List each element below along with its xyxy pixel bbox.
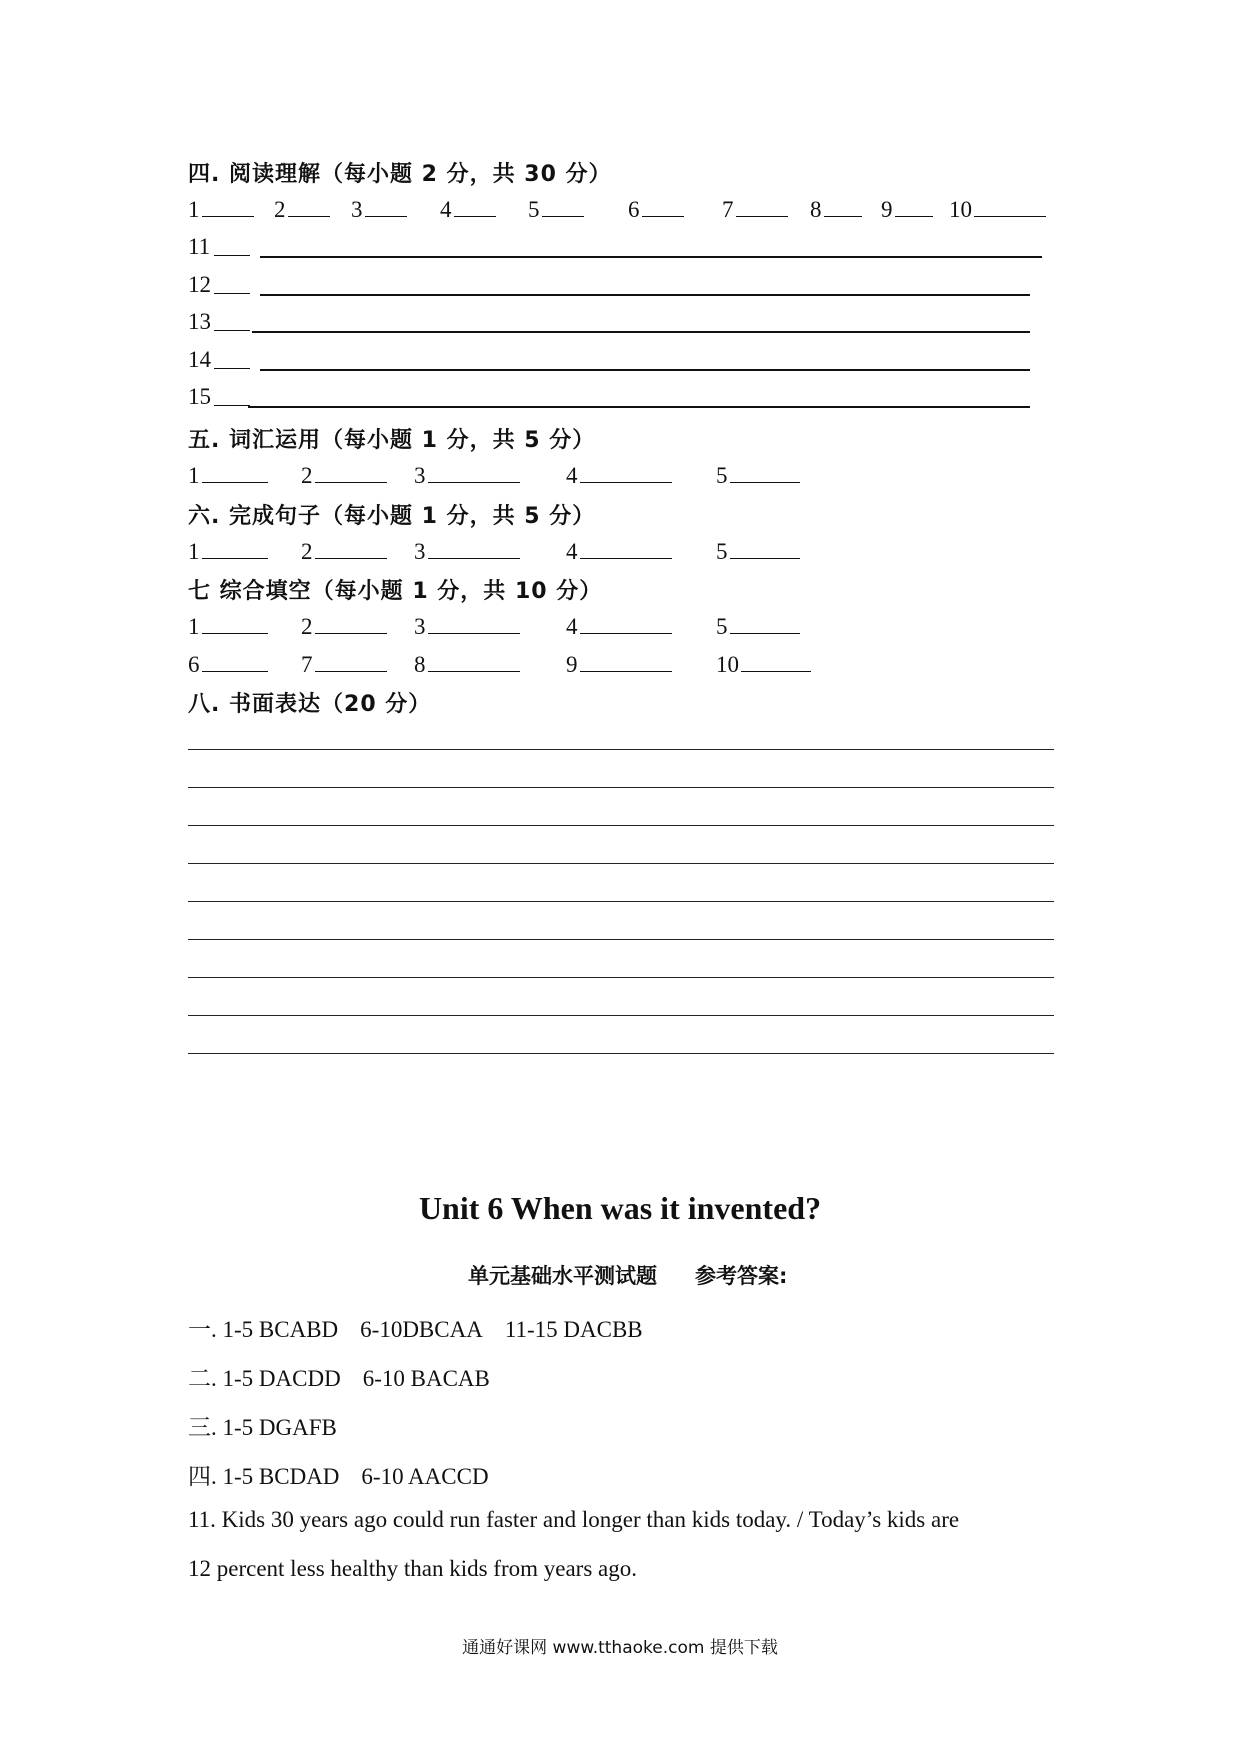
answer-line-row — [188, 347, 1048, 375]
item-number: 12 — [188, 272, 211, 297]
item-number: 15 — [188, 384, 211, 409]
item-number: 3 — [414, 463, 426, 488]
item-number: 8 — [810, 197, 822, 222]
answer-blank[interactable] — [214, 405, 250, 406]
item-number: 2 — [301, 463, 313, 488]
answer-blank[interactable] — [428, 613, 520, 634]
answer-part: 四. 1-5 BCDAD — [188, 1464, 340, 1489]
answer-blank[interactable] — [214, 293, 250, 294]
answer-blank[interactable] — [730, 538, 800, 559]
answer-part: 一. 1-5 BCABD — [188, 1317, 339, 1342]
answer-part: 12 percent less healthy than kids from years ago. — [188, 1556, 638, 1581]
answer-part: 二. 1-5 DACDD — [188, 1366, 341, 1391]
answer-blank[interactable] — [202, 196, 254, 217]
answer-line — [188, 1311, 643, 1344]
answer-line[interactable] — [260, 369, 1030, 371]
answer-blank[interactable] — [202, 538, 268, 559]
answer-part: 11. Kids 30 years ago could run faster and longer than kids today. / Today’s kids are — [188, 1507, 960, 1532]
answer-blank[interactable] — [288, 196, 330, 217]
answer-blank[interactable] — [315, 651, 387, 672]
answer-blank[interactable] — [315, 613, 387, 634]
item-number: 2 — [274, 197, 286, 222]
writing-line[interactable] — [188, 787, 1054, 788]
item-number: 8 — [414, 652, 426, 677]
answer-blank[interactable] — [542, 196, 584, 217]
answer-blank[interactable] — [580, 462, 672, 483]
answer-blank[interactable] — [730, 613, 800, 634]
writing-line[interactable] — [188, 1053, 1054, 1054]
answer-blank[interactable] — [642, 196, 684, 217]
answer-blank[interactable] — [214, 368, 250, 369]
answer-blank[interactable] — [454, 196, 496, 217]
answer-blank[interactable] — [202, 462, 268, 483]
item-number: 5 — [716, 463, 728, 488]
item-number: 3 — [414, 614, 426, 639]
item-number: 4 — [566, 463, 578, 488]
writing-line[interactable] — [188, 939, 1054, 940]
answer-line[interactable] — [260, 256, 1042, 258]
item-number: 4 — [440, 197, 452, 222]
answer-line — [188, 1458, 489, 1491]
test-name: 单元基础水平测试题 — [468, 1264, 657, 1288]
answer-blank[interactable] — [580, 651, 672, 672]
section-4-heading: 四. 阅读理解（每小题 2 分，共 30 分） — [188, 162, 612, 187]
answer-blank[interactable] — [580, 538, 672, 559]
item-number: 1 — [188, 197, 200, 222]
item-number: 5 — [716, 614, 728, 639]
item-number: 9 — [881, 197, 893, 222]
item-number: 5 — [528, 197, 540, 222]
item-number: 10 — [949, 197, 972, 222]
answer-blank[interactable] — [895, 196, 933, 217]
answer-blank[interactable] — [214, 330, 250, 331]
section-5-heading: 五. 词汇运用（每小题 1 分，共 5 分） — [188, 428, 596, 453]
answer-line-row — [188, 272, 1048, 300]
writing-line[interactable] — [188, 749, 1054, 750]
writing-line[interactable] — [188, 901, 1054, 902]
item-number: 1 — [188, 463, 200, 488]
answer-blank[interactable] — [315, 538, 387, 559]
answer-line — [188, 1409, 337, 1442]
writing-line[interactable] — [188, 977, 1054, 978]
answer-line[interactable] — [260, 294, 1030, 296]
answer-blank[interactable] — [315, 462, 387, 483]
item-number: 9 — [566, 652, 578, 677]
answer-blank[interactable] — [428, 462, 520, 483]
answer-line-row — [188, 384, 1048, 412]
answer-blank[interactable] — [730, 462, 800, 483]
item-number: 2 — [301, 539, 313, 564]
item-number: 3 — [351, 197, 363, 222]
item-number: 7 — [301, 652, 313, 677]
section-7-heading: 七 综合填空（每小题 1 分，共 10 分） — [188, 579, 603, 604]
answer-blank[interactable] — [741, 651, 811, 672]
writing-line[interactable] — [188, 1015, 1054, 1016]
answer-line[interactable] — [252, 331, 1030, 333]
item-number: 4 — [566, 539, 578, 564]
answer-key-subtitle — [468, 1260, 787, 1290]
item-number: 4 — [566, 614, 578, 639]
answer-blank[interactable] — [365, 196, 407, 217]
answer-blank[interactable] — [824, 196, 862, 217]
answer-part: 三. 1-5 DGAFB — [188, 1415, 337, 1440]
answer-line-row — [188, 234, 1048, 262]
answer-blank[interactable] — [428, 651, 520, 672]
item-number: 5 — [716, 539, 728, 564]
answer-blank[interactable] — [202, 613, 268, 634]
answer-line — [188, 1507, 959, 1533]
footer-source: 通通好课网 www.tthaoke.com 提供下载 — [462, 1638, 778, 1658]
writing-line[interactable] — [188, 825, 1054, 826]
section-8-heading: 八. 书面表达（20 分） — [188, 692, 432, 717]
reference-answers-label: 参考答案: — [695, 1264, 788, 1288]
answer-blank[interactable] — [974, 196, 1046, 217]
answer-blank[interactable] — [202, 651, 268, 672]
item-number: 2 — [301, 614, 313, 639]
answer-key-title: Unit 6 When was it invented? — [418, 1190, 822, 1226]
item-number: 1 — [188, 614, 200, 639]
answer-part: 11-15 DACBB — [504, 1317, 643, 1342]
item-number: 14 — [188, 347, 211, 372]
item-number: 13 — [188, 309, 211, 334]
item-number: 3 — [414, 539, 426, 564]
answer-blank[interactable] — [736, 196, 788, 217]
answer-line — [188, 1556, 637, 1582]
answer-line-row — [188, 309, 1048, 337]
item-number: 6 — [628, 197, 640, 222]
answer-line — [188, 1360, 490, 1393]
section-6-heading: 六. 完成句子（每小题 1 分，共 5 分） — [188, 504, 596, 529]
item-number: 11 — [188, 234, 211, 259]
item-number: 6 — [188, 652, 200, 677]
answer-line[interactable] — [248, 406, 1030, 408]
item-number: 1 — [188, 539, 200, 564]
answer-part: 6-10 BACAB — [362, 1366, 490, 1391]
answer-blank[interactable] — [214, 255, 250, 256]
writing-line[interactable] — [188, 863, 1054, 864]
item-number: 10 — [716, 652, 739, 677]
answer-part: 6-10 AACCD — [361, 1464, 489, 1489]
answer-blank[interactable] — [428, 538, 520, 559]
answer-part: 6-10DBCAA — [360, 1317, 483, 1342]
answer-blank[interactable] — [580, 613, 672, 634]
item-number: 7 — [722, 197, 734, 222]
